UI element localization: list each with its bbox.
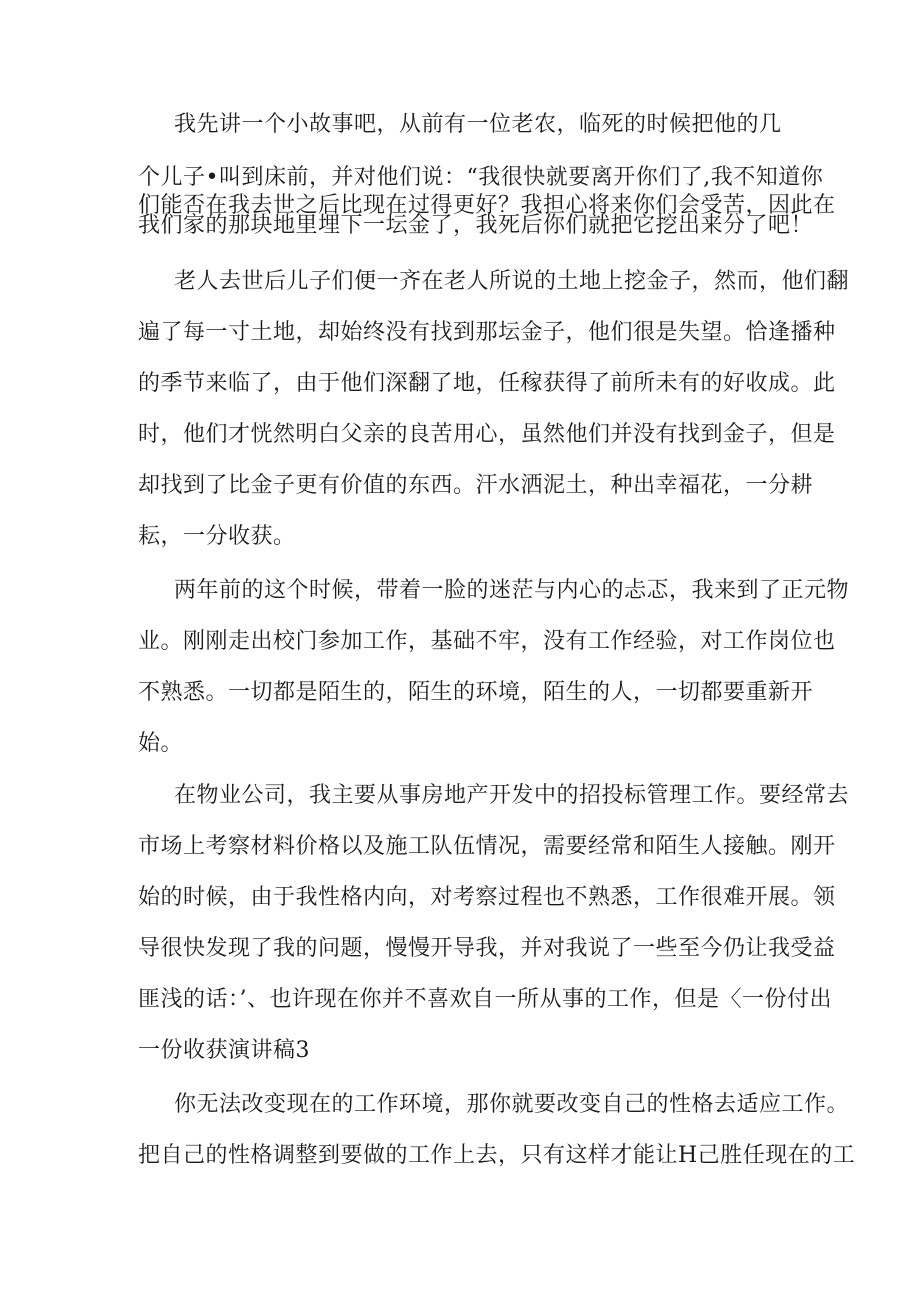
text-line: 个儿子•叫到床前，并对他们说：“我很快就要离开你们了,我不知道你 — [138, 165, 824, 190]
text-line: 两年前的这个时候，带着一脸的迷茫与内心的忐忑，我来到了正元物 — [174, 578, 850, 603]
text-line: 遍了每一寸土地，却始终没有找到那坛金子，他们很是失望。恰逢播种 — [138, 320, 836, 345]
text-line: 在物业公司，我主要从事房地产开发中的招投标管理工作。要经常去 — [174, 783, 850, 808]
text-line: 时，他们才恍然明白父亲的良苦用心，虽然他们并没有找到金子，但是 — [138, 422, 836, 447]
text-line: 老人去世后儿子们便一齐在老人所说的土地上挖金子，然而，他们翻 — [174, 269, 850, 294]
text-line: 不熟悉。一切都是陌生的，陌生的环境，陌生的人，一切都要重新开 — [138, 680, 814, 705]
text-line: 始的时候，由于我性格内向，对考察过程也不熟悉，工作很难开展。领 — [138, 885, 836, 910]
text-line: 我先讲一个小故事吧，从前有一位老农，临死的时候把他的几 — [174, 112, 782, 137]
text-line: 市场上考察材料价格以及施工队伍情况，需要经常和陌生人接触。刚开 — [138, 834, 836, 859]
text-line: 你无法改变现在的工作环境，那你就要改变自己的性格去适应工作。 — [174, 1092, 850, 1117]
text-line: 却找到了比金子更有价值的东西。汗水洒泥土，种出幸福花，一分耕 — [138, 473, 814, 498]
text-line: 匪浅的话：’、也许现在你并不喜欢自一所从事的工作，但是〈一份付出 — [138, 987, 832, 1012]
text-line: 导很快发现了我的问题，慢慢开导我，并对我说了一些至今仍让我受益 — [138, 936, 836, 961]
text-line: 把自己的性格调整到要做的工作上去，只有这样才能让H己胜任现在的工 — [138, 1143, 856, 1168]
text-line: 一份收获演讲稿3 — [138, 1038, 310, 1063]
text-line: 始。 — [138, 731, 184, 756]
text-line: 业。刚刚走出校门参加工作，基础不牢，没有工作经验，对工作岗位也 — [138, 629, 836, 654]
text-line: 的季节来临了，由于他们深翻了地，任稼获得了前所未有的好收成。此 — [138, 371, 836, 396]
text-line: 我们家的那块地里埋下一坛金了，我死后你们就把它挖出来分了吧！ — [138, 213, 814, 238]
text-line: 们能否在我去世之后比现在过得更好？我担心将来你们会受苦，因此在 — [138, 193, 836, 218]
text-line: 耘，一分收获。 — [138, 524, 296, 549]
